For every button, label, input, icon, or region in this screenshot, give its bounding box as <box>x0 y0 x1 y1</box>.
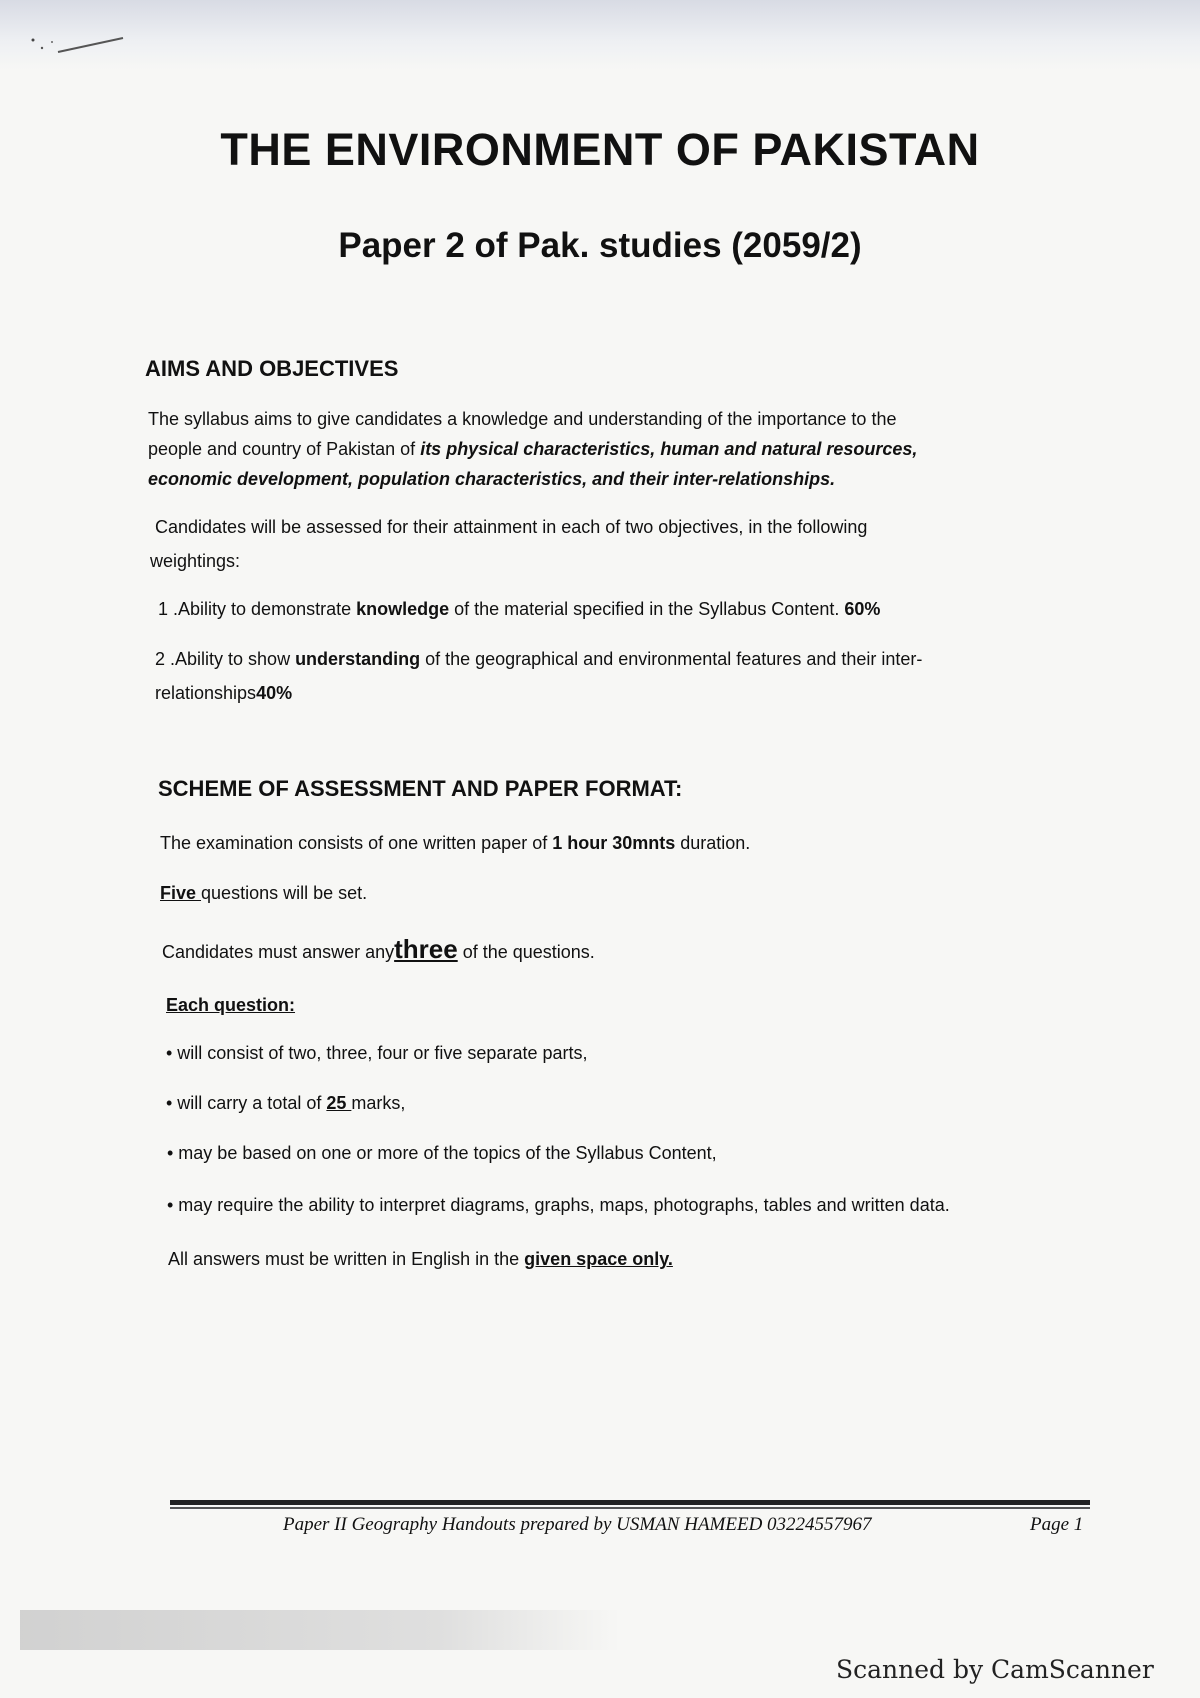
bullet-2-marks: 25 <box>326 1093 352 1113</box>
page-number: Page 1 <box>1030 1514 1084 1535</box>
objective-2-line2 <box>155 678 292 708</box>
questions-count: Five <box>160 883 202 903</box>
answer-three-c: of the questions. <box>457 942 595 962</box>
final-instruction-b: given space only. <box>524 1249 673 1269</box>
questions-set-text: questions will be set. <box>201 883 368 903</box>
objective-2-d: relationships <box>155 683 257 703</box>
aims-para1-text-b: people and country of Pakistan of <box>148 439 421 459</box>
camscanner-watermark: Scanned by CamScanner <box>836 1655 1154 1684</box>
final-instruction <box>168 1244 673 1274</box>
bullet-3: • may be based on one or more of the topics of the Syllabus Content, <box>167 1143 717 1163</box>
aims-para2-line2: weightings: <box>150 551 241 571</box>
scheme-heading: SCHEME OF ASSESSMENT AND PAPER FORMAT: <box>158 776 683 801</box>
aims-para2-line1: Candidates will be assessed for their attainment in each of two objectives, in the following <box>155 517 868 537</box>
bullet-2 <box>166 1088 405 1118</box>
exam-duration-c: duration. <box>675 833 751 853</box>
objective-2-a: 2 .Ability to show <box>155 649 296 669</box>
footer-rule <box>170 1500 1090 1505</box>
bullet-2-c: marks, <box>351 1093 406 1113</box>
objective-2-line1 <box>155 644 922 674</box>
scan-shadow-top <box>0 0 1200 70</box>
aims-para1-line1 <box>148 404 896 434</box>
exam-duration-line <box>160 828 750 858</box>
footer-rule-thin <box>170 1507 1090 1509</box>
aims-para1-line2 <box>148 434 917 464</box>
exam-duration-value: 1 hour 30mnts <box>552 833 676 853</box>
bullet-2-a: • will carry a total of <box>166 1093 327 1113</box>
questions-set-line <box>160 878 367 908</box>
objective-1-a: 1 .Ability to demonstrate <box>158 599 357 619</box>
objective-2-weight: 40% <box>256 683 293 703</box>
final-instruction-a: All answers must be written in English in the <box>168 1249 525 1269</box>
scan-speck-marks <box>28 30 128 70</box>
bullet-1: • will consist of two, three, four or five separate parts, <box>166 1043 588 1063</box>
footer-credit: Paper II Geography Handouts prepared by USMAN HAMEED 03224557967 <box>283 1514 872 1535</box>
objective-1-c: of the material specified in the Syllabus Content. <box>449 599 845 619</box>
objective-1 <box>158 594 880 624</box>
bullet-4: • may require the ability to interpret diagrams, graphs, maps, photographs, tables and written data. <box>167 1195 950 1215</box>
each-question-heading: Each question: <box>166 995 296 1015</box>
answer-three-line <box>162 934 595 967</box>
objective-1-b: knowledge <box>356 599 450 619</box>
answer-three-a: Candidates must answer any <box>162 942 395 962</box>
scan-shadow-bottom <box>20 1610 620 1650</box>
answer-three-count: three <box>394 934 458 964</box>
document-subtitle: Paper 2 of Pak. studies (2059/2) <box>338 226 862 265</box>
aims-para1-line3: economic development, population characteristics, and their inter-relationships. <box>148 469 836 489</box>
aims-para1-text-a: The syllabus aims to give candidates a knowledge and understanding of the importance to the <box>148 409 897 429</box>
aims-para1-emphasis-b: its physical characteristics, human and natural resources, <box>420 439 918 459</box>
document-title: THE ENVIRONMENT OF PAKISTAN <box>220 124 980 175</box>
aims-heading: AIMS AND OBJECTIVES <box>145 356 399 381</box>
objective-1-weight: 60% <box>844 599 881 619</box>
objective-2-b: understanding <box>295 649 421 669</box>
exam-duration-a: The examination consists of one written paper of <box>160 833 553 853</box>
objective-2-c: of the geographical and environmental features and their inter- <box>420 649 923 669</box>
